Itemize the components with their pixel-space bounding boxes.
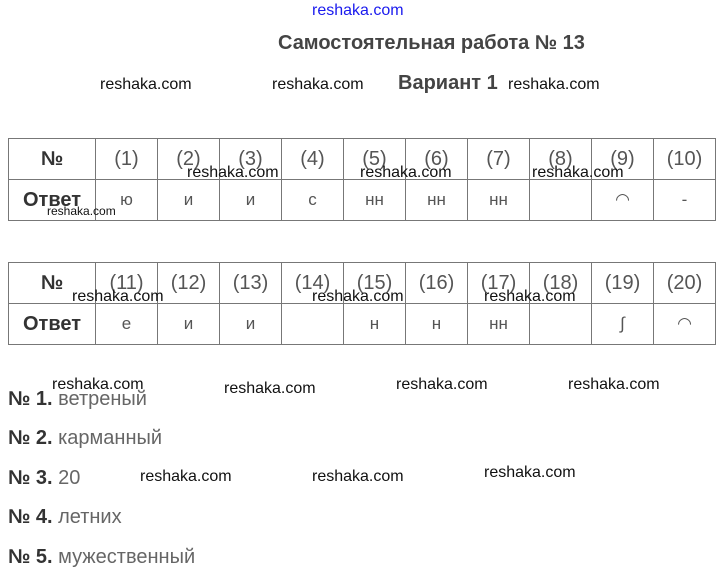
answer-cell (530, 304, 592, 345)
watermark: reshaka.com (484, 288, 576, 305)
number-header: № (9, 263, 96, 304)
answer-cell: ю (96, 180, 158, 221)
number-cell: (8) (530, 139, 592, 180)
watermark: reshaka.com (187, 164, 279, 181)
number-cell: (2) (158, 139, 220, 180)
arc-mark-icon: ◠ (592, 180, 654, 221)
task-item (8, 388, 147, 411)
number-cell: (19) (592, 263, 654, 304)
number-cell: (15) (344, 263, 406, 304)
answer-cell: н (406, 304, 468, 345)
answer-cell (530, 180, 592, 221)
watermark: reshaka.com (396, 376, 488, 393)
number-cell: (3) (220, 139, 282, 180)
number-cell: (7) (468, 139, 530, 180)
task-number: № 2. (8, 427, 53, 449)
number-cell: (1) (96, 139, 158, 180)
number-cell: (13) (220, 263, 282, 304)
watermark: reshaka.com (140, 468, 232, 485)
task-answer: мужественный (58, 546, 196, 568)
watermark: reshaka.com (312, 468, 404, 485)
answer-cell: нн (406, 180, 468, 221)
answer-cell: с (282, 180, 344, 221)
page-title: Самостоятельная работа № 13 (278, 32, 585, 54)
number-cell: (17) (468, 263, 530, 304)
task-number: № 5. (8, 546, 53, 568)
watermark: reshaka.com (272, 76, 364, 93)
answer-cell: и (220, 304, 282, 345)
watermark: reshaka.com (484, 464, 576, 481)
number-cell: (14) (282, 263, 344, 304)
watermark: reshaka.com (72, 288, 164, 305)
watermark: reshaka.com (508, 76, 600, 93)
answer-cell: е (96, 304, 158, 345)
answer-cell: и (158, 304, 220, 345)
number-cell: (11) (96, 263, 158, 304)
watermark: reshaka.com (47, 204, 116, 218)
variant-heading: Вариант 1 (398, 72, 498, 94)
task-number: № 1. (8, 388, 53, 410)
answer-header: Ответ (9, 180, 96, 221)
number-cell: (4) (282, 139, 344, 180)
watermark: reshaka.com (568, 376, 660, 393)
watermark: reshaka.com (224, 380, 316, 397)
answer-cell: и (220, 180, 282, 221)
task-item (8, 506, 122, 529)
answer-cell (282, 304, 344, 345)
watermark: reshaka.com (532, 164, 624, 181)
task-item (8, 427, 162, 450)
task-number: № 3. (8, 467, 53, 489)
watermark: reshaka.com (312, 288, 404, 305)
number-cell: (20) (654, 263, 716, 304)
answer-cell: и (158, 180, 220, 221)
task-answer: карманный (58, 427, 163, 449)
watermark: reshaka.com (360, 164, 452, 181)
answer-cell: нн (468, 180, 530, 221)
site-link-top[interactable]: reshaka.com (312, 2, 404, 19)
task-item (8, 467, 80, 490)
answer-cell: н (344, 304, 406, 345)
integral-mark-icon: ∫ (592, 304, 654, 345)
number-cell: (10) (654, 139, 716, 180)
watermark: reshaka.com (52, 376, 144, 393)
task-answer: летних (58, 506, 122, 528)
answer-header: Ответ (9, 304, 96, 345)
number-header: № (9, 139, 96, 180)
arc-mark-icon: ◠ (654, 304, 716, 345)
answer-cell: нн (468, 304, 530, 345)
number-cell: (16) (406, 263, 468, 304)
task-answer: 20 (58, 467, 81, 489)
answer-cell: - (654, 180, 716, 221)
number-cell: (12) (158, 263, 220, 304)
task-answer: ветреный (58, 388, 147, 410)
number-cell: (9) (592, 139, 654, 180)
number-cell: (18) (530, 263, 592, 304)
answer-cell: нн (344, 180, 406, 221)
table-row-answers (9, 304, 716, 345)
watermark: reshaka.com (100, 76, 192, 93)
task-item (8, 546, 195, 569)
task-number: № 4. (8, 506, 53, 528)
number-cell: (5) (344, 139, 406, 180)
number-cell: (6) (406, 139, 468, 180)
